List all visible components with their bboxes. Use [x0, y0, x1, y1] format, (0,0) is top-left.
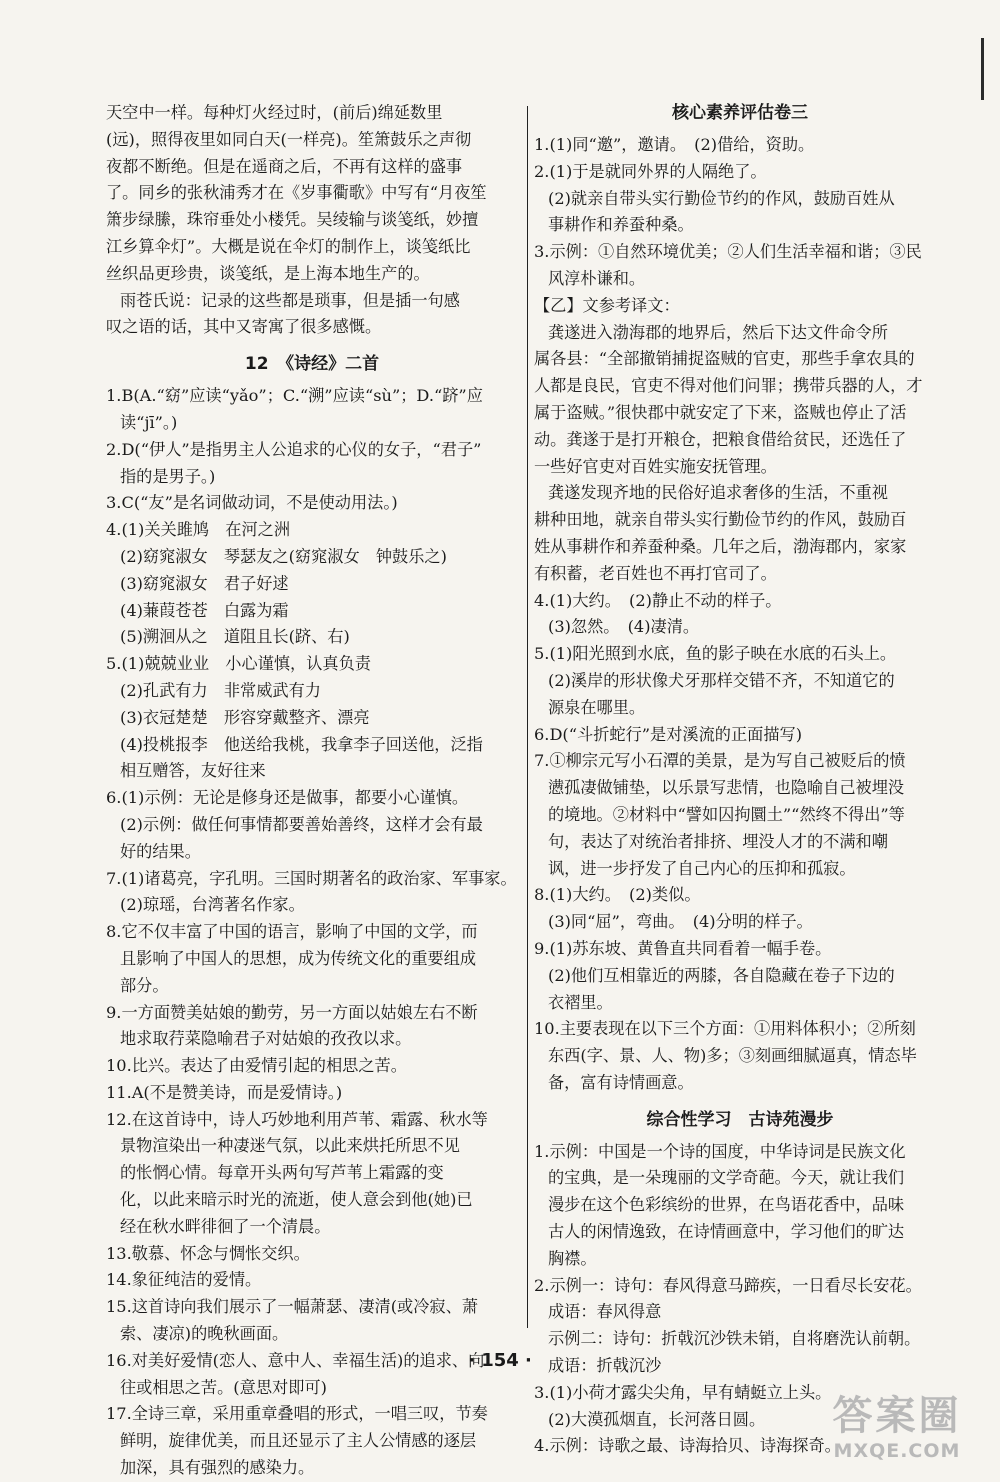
text-line: 往或相思之苦。(意思对即可) [120, 1377, 327, 1397]
text-line: 箫步绿縢，珠帘垂处小楼凭。吴绫输与谈笺纸，妙擅 [106, 210, 479, 230]
text-line: (2)大漠孤烟直，长河落日圆。 [548, 1409, 766, 1429]
text-line: 17.全诗三章，采用重章叠唱的形式，一唱三叹，节奏 [106, 1404, 488, 1424]
text-line: 夜都不断绝。但是在遥商之后，不再有这样的盛事 [106, 156, 463, 176]
column-divider [527, 106, 528, 1328]
text-line: 风淳朴谦和。 [548, 268, 646, 288]
text-line: 江乡算伞灯”。大概是说在伞灯的制作上，谈笺纸比 [106, 236, 471, 256]
text-line: 姓从事耕作和养蚕种桑。几年之后，渤海郡内，家家 [534, 536, 907, 556]
text-line: 2.D(“伊人”是指男主人公追求的心仪的女子，“君子” [106, 439, 482, 459]
text-line: 景物渲染出一种凄迷气氛，以此来烘托所思不见 [120, 1136, 460, 1156]
text-line: 5.(1)阳光照到水底，鱼的影子映在水底的石头上。 [534, 644, 897, 664]
text-line: 1.B(A.“窈”应读“yǎo”；C.“溯”应读“sù”；D.“跻”应 [106, 386, 483, 406]
text-line: 10.比兴。表达了由爱情引起的相思之苦。 [106, 1056, 407, 1076]
left-column [106, 100, 518, 1482]
text-line: 3.C(“友”是名词做动词，不是使动用法。) [106, 493, 398, 513]
text-line: (4)投桃报李 他送给我桃，我拿李子回送他，泛指 [120, 734, 483, 754]
text-line: 且影响了中国人的思想，成为传统文化的重要组成 [120, 948, 477, 968]
text-line: 5.(1)兢兢业业 小心谨慎，认真负责 [106, 654, 371, 674]
text-line: 2.示例一：诗句：春风得意马蹄疾，一日看尽长安花。 [534, 1275, 922, 1295]
text-line: 属各县：“全部撤销捕捉盗贼的官吏，那些手拿农具的 [534, 349, 915, 369]
text-line: 索、凄凉)的晚秋画面。 [120, 1324, 289, 1344]
text-line: 读“jī”。) [120, 412, 178, 432]
text-line: (2)示例：做任何事情都要善始善终，这样才会有最 [120, 814, 483, 834]
text-line: 属于盗贼。”很快郡中就安定了下来，盗贼也停止了活 [534, 402, 907, 422]
text-line: 化，以此来暗示时光的流逝，使人意会到他(她)已 [120, 1190, 473, 1210]
text-line: 一些好官吏对百姓实施安抚管理。 [534, 456, 777, 476]
text-line: (2)他们互相靠近的两膝，各自隐藏在卷子下边的 [548, 965, 895, 985]
text-line: 人都是良民，官吏不得对他们问罪；携带兵器的人，才 [534, 376, 923, 396]
text-line: 漫步在这个色彩缤纷的世界，在鸟语花香中，品味 [548, 1195, 905, 1215]
text-line: 经在秋水畔徘徊了一个清晨。 [120, 1216, 331, 1236]
text-line: 1.示例：中国是一个诗的国度，中华诗词是民族文化 [534, 1141, 906, 1161]
text-line: 3.示例：①自然环境优美；②人们生活幸福和谐；③民 [534, 242, 922, 262]
text-line: 14.象征纯洁的爱情。 [106, 1270, 262, 1290]
text-line: 耕种田地，就亲自带头实行勤俭节约的作风，鼓励百 [534, 510, 907, 530]
text-line: 衣褶里。 [548, 992, 613, 1012]
text-line: 了。同乡的张秋浦秀才在《岁事衢歌》中写有“月夜笙 [106, 183, 487, 203]
text-line: 16.对美好爱情(恋人、意中人、幸福生活)的追求、向 [106, 1350, 485, 1370]
text-line: (3)窈窕淑女 君子好逑 [120, 573, 289, 593]
text-line: 好的结果。 [120, 841, 201, 861]
section-heading: 12 《诗经》二首 [244, 354, 380, 375]
text-line: 相互赠答，友好往来 [120, 761, 266, 781]
text-line: 备，富有诗情画意。 [548, 1072, 694, 1092]
text-line: 的境地。②材料中“譬如囚拘圜土”“然终不得出”等 [548, 804, 905, 824]
watermark [802, 1393, 992, 1463]
text-line: 8.(1)大约。 (2)类似。 [534, 885, 701, 905]
text-line: 的宝典，是一朵瑰丽的文学奇葩。今天，就让我们 [548, 1168, 905, 1188]
text-line: 鲜明，旋律优美，而且还显示了主人公情感的逐层 [120, 1431, 477, 1451]
text-line: 的怅惘心情。每章开头两句写芦苇上霜露的变 [120, 1163, 444, 1183]
text-line: 龚遂进入渤海郡的地界后，然后下达文件命令所 [548, 322, 888, 342]
text-line: 懑孤凄做铺垫，以乐景写悲情，也隐喻自己被埋没 [548, 778, 905, 798]
text-line: 成语：春风得意 [548, 1302, 662, 1322]
text-line: 6.(1)示例：无论是修身还是做事，都要小心谨慎。 [106, 788, 469, 808]
text-line: 12.在这首诗中，诗人巧妙地利用芦苇、霜露、秋水等 [106, 1109, 488, 1129]
text-line: 天空中一样。每种灯火经过时，(前后)绵延数里 [106, 103, 443, 122]
text-line: 6.D(“斗折蛇行”是对溪流的正面描写) [534, 724, 803, 744]
text-line: 11.A(不是赞美诗，而是爱情诗。) [106, 1082, 343, 1102]
text-line: 指的是男子。) [120, 466, 216, 486]
text-line: 丝织品更珍贵，谈笺纸，是上海本地生产的。 [106, 263, 430, 283]
right-column [534, 100, 946, 1460]
text-line: (5)溯洄从之 道阻且长(跻、右) [120, 627, 350, 647]
text-line: 示例二：诗句：折戟沉沙铁未销，自将磨洗认前朝。 [548, 1329, 921, 1349]
text-line: 7.①柳宗元写小石潭的美景，是为写自己被贬后的愤 [534, 751, 906, 771]
text-line: 句，表达了对统治者排挤、埋没人才的不满和嘲 [548, 831, 888, 851]
text-line: 有积蓄，老百姓也不再打官司了。 [534, 563, 777, 583]
text-line: 叹之语的话，其中又寄寓了很多感慨。 [106, 317, 382, 337]
text-line: 加深，具有强烈的感染力。 [120, 1458, 315, 1478]
text-line: (远)，照得夜里如同白天(一样亮)。笙箫鼓乐之声彻 [106, 129, 472, 149]
text-line: 4.(1)关关雎鸠 在河之洲 [106, 520, 291, 540]
text-line: 9.(1)苏东坡、黄鲁直共同看着一幅手卷。 [534, 938, 832, 958]
text-line: 部分。 [120, 975, 169, 995]
text-line: 10.主要表现在以下三个方面：①用料体积小；②所刻 [534, 1019, 916, 1039]
text-line: (3)衣冠楚楚 形容穿戴整齐、漂亮 [120, 707, 370, 727]
text-line: 源泉在哪里。 [548, 697, 646, 717]
text-line: 古人的闲情逸致，在诗情画意中，学习他们的旷达 [548, 1222, 905, 1242]
text-line: 13.敬慕、怀念与惆怅交织。 [106, 1243, 310, 1263]
text-line: 4.(1)大约。 (2)静止不动的样子。 [534, 590, 782, 610]
text-line: 4.示例：诗歌之最、诗海拾贝、诗海探奇。 [534, 1436, 841, 1456]
text-line: (2)就亲自带头实行勤俭节约的作风，鼓励百姓从 [548, 188, 895, 208]
text-line: (4)蒹葭苍苍 白露为霜 [120, 600, 289, 620]
text-line: (2)琼瑶，台湾著名作家。 [120, 895, 305, 915]
scan-edge-mark [981, 38, 984, 100]
watermark-url: MXQE.COM [833, 1440, 961, 1462]
section-heading: 综合性学习 古诗苑漫步 [646, 1109, 834, 1130]
text-line: 东西(字、景、人、物)多；③刻画细腻逼真，情态毕 [548, 1046, 917, 1066]
text-line: 1.(1)同“邀”，邀请。 (2)借给，资助。 [534, 135, 815, 154]
text-line: 动。龚遂于是打开粮仓，把粮食借给贫民，还选任了 [534, 429, 907, 449]
text-line: 15.这首诗向我们展示了一幅萧瑟、凄清(或冷寂、萧 [106, 1297, 478, 1317]
text-line: 【乙】文参考译文： [534, 295, 680, 315]
text-line: 2.(1)于是就同外界的人隔绝了。 [534, 161, 767, 181]
text-line: 龚遂发现齐地的民俗好追求奢侈的生活，不重视 [548, 483, 888, 503]
text-line: 事耕作和养蚕种桑。 [548, 215, 694, 235]
text-line: 3.(1)小荷才露尖尖角，早有蜻蜓立上头。 [534, 1382, 832, 1402]
text-line: 9.一方面赞美姑娘的勤劳，另一方面以姑娘左右不断 [106, 1002, 478, 1022]
text-line: (2)孔武有力 非常威武有力 [120, 680, 321, 700]
text-line: 胸襟。 [548, 1248, 597, 1268]
text-line: (2)溪岸的形状像犬牙那样交错不齐，不知道它的 [548, 670, 895, 690]
text-line: 8.它不仅丰富了中国的语言，影响了中国的文学，而 [106, 922, 478, 942]
text-line: 成语：折戟沉沙 [548, 1356, 662, 1376]
text-line: (2)窈窕淑女 琴瑟友之(窈窕淑女 钟鼓乐之) [120, 546, 447, 566]
page-number: · 154 · [468, 1350, 532, 1371]
text-line: 7.(1)诸葛亮，字孔明。三国时期著名的政治家、军事家。 [106, 868, 517, 888]
section-heading: 核心素养评估卷三 [672, 103, 808, 123]
text-line: 地求取荇菜隐喻君子对姑娘的孜孜以求。 [120, 1029, 412, 1049]
text-line: (3)忽然。 (4)凄清。 [548, 617, 700, 637]
text-line: (3)同“屈”，弯曲。 (4)分明的样子。 [548, 912, 813, 932]
watermark-logo: 答案圈 [832, 1393, 962, 1439]
text-line: 讽，进一步抒发了自己内心的压抑和孤寂。 [548, 858, 856, 878]
text-line: 雨苍氏说：记录的这些都是琐事，但是插一句感 [120, 290, 460, 310]
